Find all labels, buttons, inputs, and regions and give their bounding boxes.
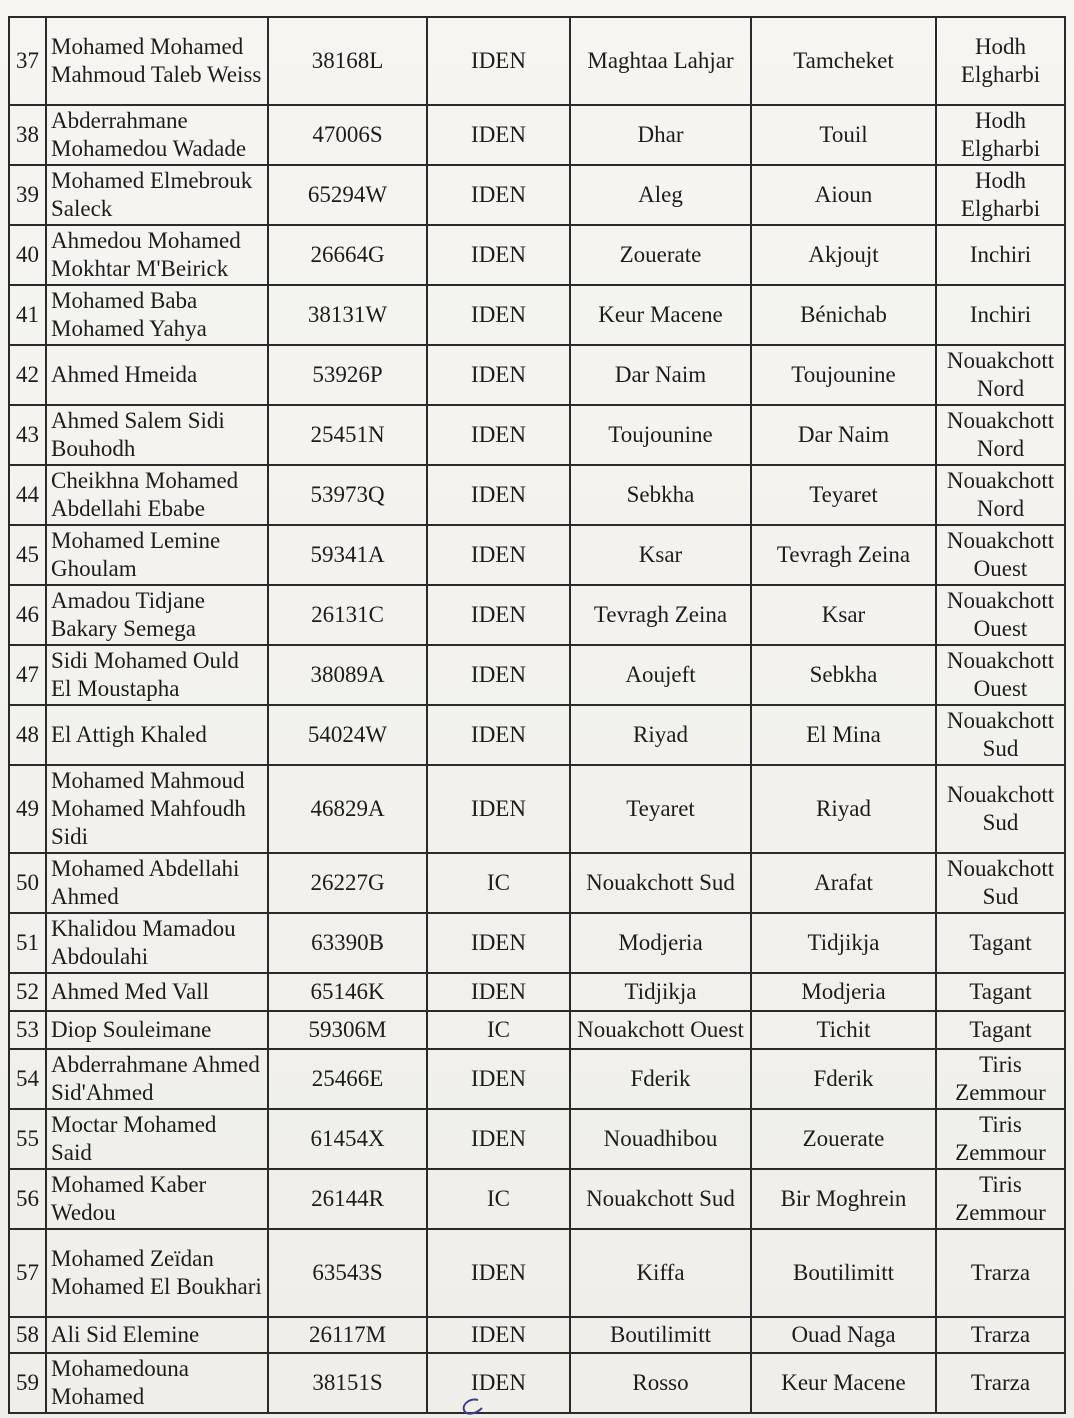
region-name: Inchiri (936, 225, 1065, 285)
region-name: Tagant (936, 1011, 1065, 1049)
origin-location: Tevragh Zeina (570, 585, 751, 645)
position-type: IDEN (427, 285, 570, 345)
region-name: Nouakchott Nord (936, 405, 1065, 465)
row-number: 57 (9, 1229, 46, 1317)
employee-name: Diop Souleimane (46, 1011, 268, 1049)
position-type: IDEN (427, 1049, 570, 1109)
table-row (9, 1317, 1065, 1353)
row-number: 47 (9, 645, 46, 705)
table-row (9, 1049, 1065, 1109)
row-number: 54 (9, 1049, 46, 1109)
row-number: 39 (9, 165, 46, 225)
table-row (9, 973, 1065, 1011)
origin-location: Tidjikja (570, 973, 751, 1011)
employee-name: Mohamed Lemine Ghoulam (46, 525, 268, 585)
destination-location: Bénichab (751, 285, 936, 345)
origin-location: Dar Naim (570, 345, 751, 405)
destination-location: El Mina (751, 705, 936, 765)
position-type: IDEN (427, 1109, 570, 1169)
table-row (9, 165, 1065, 225)
employee-id: 63390B (268, 913, 427, 973)
employee-name: Sidi Mohamed Ould El Moustapha (46, 645, 268, 705)
employee-name: Moctar Mohamed Said (46, 1109, 268, 1169)
table-row (9, 705, 1065, 765)
position-type: IDEN (427, 225, 570, 285)
employee-id: 26664G (268, 225, 427, 285)
employee-name: Amadou Tidjane Bakary Semega (46, 585, 268, 645)
table-body (9, 17, 1065, 1413)
employee-id: 61454X (268, 1109, 427, 1169)
employee-id: 38131W (268, 285, 427, 345)
row-number: 49 (9, 765, 46, 853)
position-type: IDEN (427, 973, 570, 1011)
region-name: Nouakchott Sud (936, 853, 1065, 913)
employee-name: Mohamed Elmebrouk Saleck (46, 165, 268, 225)
employee-id: 47006S (268, 105, 427, 165)
origin-location: Modjeria (570, 913, 751, 973)
origin-location: Kiffa (570, 1229, 751, 1317)
table-row (9, 105, 1065, 165)
employee-name: Cheikhna Mohamed Abdellahi Ebabe (46, 465, 268, 525)
row-number: 40 (9, 225, 46, 285)
employee-name: Ahmed Salem Sidi Bouhodh (46, 405, 268, 465)
employee-id: 26144R (268, 1169, 427, 1229)
row-number: 50 (9, 853, 46, 913)
destination-location: Touil (751, 105, 936, 165)
destination-location: Riyad (751, 765, 936, 853)
table-row (9, 525, 1065, 585)
row-number: 52 (9, 973, 46, 1011)
employee-id: 25466E (268, 1049, 427, 1109)
row-number: 58 (9, 1317, 46, 1353)
row-number: 44 (9, 465, 46, 525)
destination-location: Aioun (751, 165, 936, 225)
position-type: IDEN (427, 1229, 570, 1317)
region-name: Nouakchott Nord (936, 465, 1065, 525)
region-name: Nouakchott Sud (936, 765, 1065, 853)
employee-name: Mohamedouna Mohamed (46, 1353, 268, 1413)
destination-location: Ksar (751, 585, 936, 645)
employee-name: Khalidou Mamadou Abdoulahi (46, 913, 268, 973)
table-row (9, 225, 1065, 285)
region-name: Tagant (936, 973, 1065, 1011)
table-row (9, 465, 1065, 525)
destination-location: Tamcheket (751, 17, 936, 105)
position-type: IDEN (427, 105, 570, 165)
employee-id: 26117M (268, 1317, 427, 1353)
origin-location: Sebkha (570, 465, 751, 525)
employee-id: 59306M (268, 1011, 427, 1049)
region-name: Nouakchott Ouest (936, 585, 1065, 645)
region-name: Hodh Elgharbi (936, 105, 1065, 165)
row-number: 38 (9, 105, 46, 165)
employee-name: Mohamed Mohamed Mahmoud Taleb Weiss (46, 17, 268, 105)
position-type: IDEN (427, 1317, 570, 1353)
table-row (9, 585, 1065, 645)
assignment-table (8, 16, 1066, 1414)
employee-id: 38168L (268, 17, 427, 105)
destination-location: Bir Moghrein (751, 1169, 936, 1229)
position-type: IDEN (427, 1353, 570, 1413)
signature-mark (452, 1396, 492, 1418)
table-row (9, 345, 1065, 405)
origin-location: Nouakchott Sud (570, 853, 751, 913)
table-row (9, 853, 1065, 913)
row-number: 53 (9, 1011, 46, 1049)
employee-id: 59341A (268, 525, 427, 585)
row-number: 46 (9, 585, 46, 645)
destination-location: Teyaret (751, 465, 936, 525)
origin-location: Fderik (570, 1049, 751, 1109)
position-type: IDEN (427, 345, 570, 405)
origin-location: Teyaret (570, 765, 751, 853)
position-type: IDEN (427, 525, 570, 585)
position-type: IDEN (427, 645, 570, 705)
table-row (9, 17, 1065, 105)
table-row (9, 1109, 1065, 1169)
employee-id: 53973Q (268, 465, 427, 525)
destination-location: Sebkha (751, 645, 936, 705)
region-name: Inchiri (936, 285, 1065, 345)
employee-name: Mohamed Abdellahi Ahmed (46, 853, 268, 913)
row-number: 51 (9, 913, 46, 973)
origin-location: Keur Macene (570, 285, 751, 345)
table-row (9, 1353, 1065, 1413)
destination-location: Tichit (751, 1011, 936, 1049)
destination-location: Arafat (751, 853, 936, 913)
table-row (9, 1169, 1065, 1229)
origin-location: Nouadhibou (570, 1109, 751, 1169)
position-type: IDEN (427, 585, 570, 645)
employee-name: Ali Sid Elemine (46, 1317, 268, 1353)
row-number: 37 (9, 17, 46, 105)
table-row (9, 913, 1065, 973)
row-number: 43 (9, 405, 46, 465)
destination-location: Toujounine (751, 345, 936, 405)
region-name: Nouakchott Sud (936, 705, 1065, 765)
destination-location: Tevragh Zeina (751, 525, 936, 585)
table-row (9, 1229, 1065, 1317)
origin-location: Nouakchott Ouest (570, 1011, 751, 1049)
region-name: Trarza (936, 1353, 1065, 1413)
origin-location: Toujounine (570, 405, 751, 465)
table-row (9, 645, 1065, 705)
region-name: Nouakchott Nord (936, 345, 1065, 405)
position-type: IDEN (427, 17, 570, 105)
employee-id: 53926P (268, 345, 427, 405)
employee-id: 65146K (268, 973, 427, 1011)
destination-location: Ouad Naga (751, 1317, 936, 1353)
region-name: Tiris Zemmour (936, 1109, 1065, 1169)
position-type: IDEN (427, 765, 570, 853)
destination-location: Zouerate (751, 1109, 936, 1169)
employee-id: 65294W (268, 165, 427, 225)
employee-name: Ahmed Med Vall (46, 973, 268, 1011)
origin-location: Maghtaa Lahjar (570, 17, 751, 105)
employee-id: 46829A (268, 765, 427, 853)
employee-id: 25451N (268, 405, 427, 465)
table-row (9, 405, 1065, 465)
employee-id: 26131C (268, 585, 427, 645)
position-type: IC (427, 1011, 570, 1049)
region-name: Tiris Zemmour (936, 1169, 1065, 1229)
destination-location: Boutilimitt (751, 1229, 936, 1317)
origin-location: Aoujeft (570, 645, 751, 705)
region-name: Nouakchott Ouest (936, 645, 1065, 705)
employee-id: 63543S (268, 1229, 427, 1317)
origin-location: Boutilimitt (570, 1317, 751, 1353)
employee-name: Abderrahmane Mohamedou Wadade (46, 105, 268, 165)
table-row (9, 765, 1065, 853)
row-number: 56 (9, 1169, 46, 1229)
region-name: Trarza (936, 1317, 1065, 1353)
table-row (9, 1011, 1065, 1049)
employee-id: 26227G (268, 853, 427, 913)
row-number: 48 (9, 705, 46, 765)
origin-location: Riyad (570, 705, 751, 765)
destination-location: Keur Macene (751, 1353, 936, 1413)
position-type: IDEN (427, 705, 570, 765)
position-type: IDEN (427, 165, 570, 225)
position-type: IDEN (427, 913, 570, 973)
employee-id: 54024W (268, 705, 427, 765)
row-number: 42 (9, 345, 46, 405)
employee-name: Ahmed Hmeida (46, 345, 268, 405)
region-name: Trarza (936, 1229, 1065, 1317)
region-name: Tagant (936, 913, 1065, 973)
position-type: IDEN (427, 465, 570, 525)
position-type: IDEN (427, 405, 570, 465)
region-name: Hodh Elgharbi (936, 165, 1065, 225)
employee-name: Mohamed Zeïdan Mohamed El Boukhari (46, 1229, 268, 1317)
employee-name: El Attigh Khaled (46, 705, 268, 765)
position-type: IC (427, 853, 570, 913)
employee-id: 38089A (268, 645, 427, 705)
table-row (9, 285, 1065, 345)
origin-location: Ksar (570, 525, 751, 585)
employee-name: Ahmedou Mohamed Mokhtar M'Beirick (46, 225, 268, 285)
destination-location: Fderik (751, 1049, 936, 1109)
destination-location: Akjoujt (751, 225, 936, 285)
employee-name: Mohamed Mahmoud Mohamed Mahfoudh Sidi (46, 765, 268, 853)
region-name: Hodh Elgharbi (936, 17, 1065, 105)
row-number: 41 (9, 285, 46, 345)
row-number: 59 (9, 1353, 46, 1413)
employee-name: Abderrahmane Ahmed Sid'Ahmed (46, 1049, 268, 1109)
origin-location: Zouerate (570, 225, 751, 285)
row-number: 55 (9, 1109, 46, 1169)
origin-location: Rosso (570, 1353, 751, 1413)
destination-location: Modjeria (751, 973, 936, 1011)
destination-location: Tidjikja (751, 913, 936, 973)
origin-location: Aleg (570, 165, 751, 225)
region-name: Tiris Zemmour (936, 1049, 1065, 1109)
row-number: 45 (9, 525, 46, 585)
employee-id: 38151S (268, 1353, 427, 1413)
origin-location: Nouakchott Sud (570, 1169, 751, 1229)
employee-name: Mohamed Baba Mohamed Yahya (46, 285, 268, 345)
employee-name: Mohamed Kaber Wedou (46, 1169, 268, 1229)
position-type: IC (427, 1169, 570, 1229)
destination-location: Dar Naim (751, 405, 936, 465)
origin-location: Dhar (570, 105, 751, 165)
region-name: Nouakchott Ouest (936, 525, 1065, 585)
